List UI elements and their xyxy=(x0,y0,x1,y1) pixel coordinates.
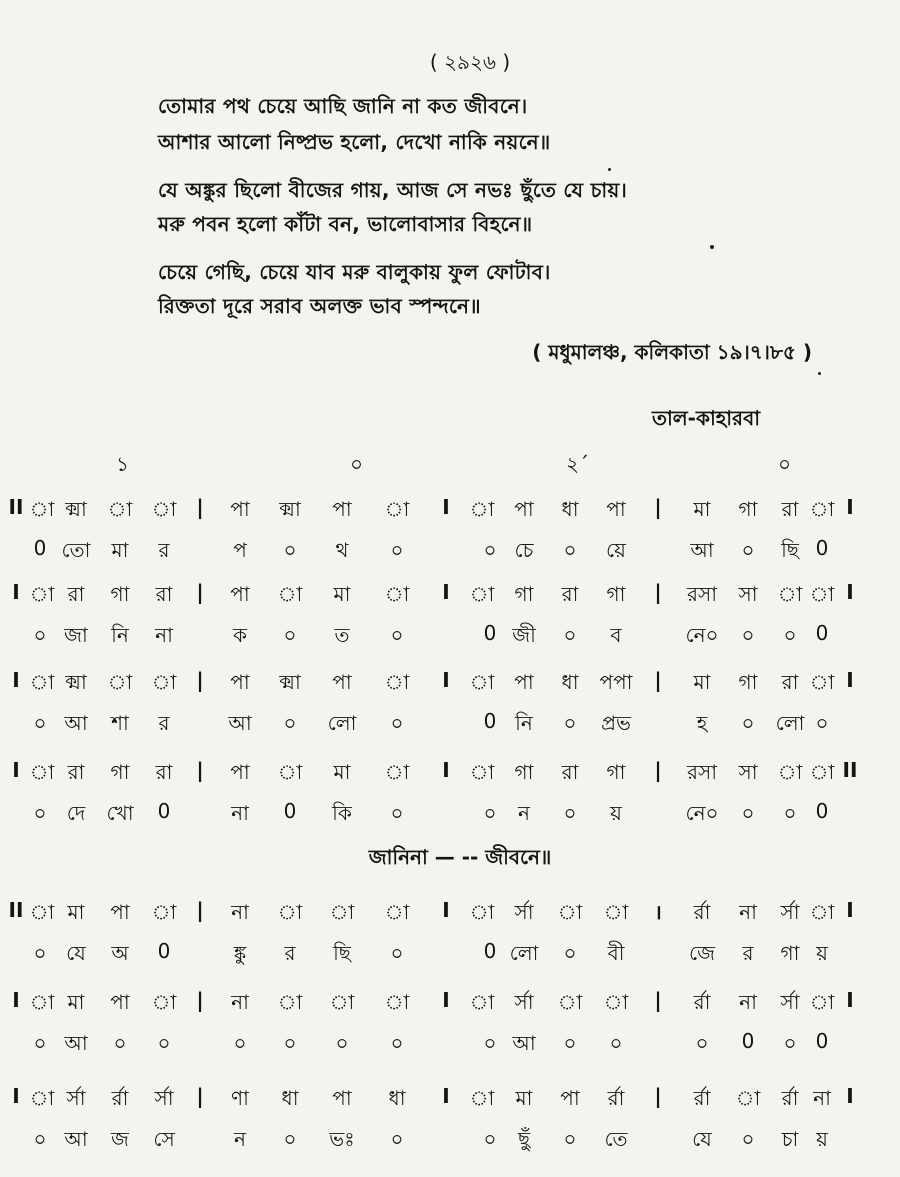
swara-note: ক্মা xyxy=(65,670,87,694)
lyric-syllable: ০ xyxy=(283,623,297,647)
lyric-syllable: যে xyxy=(692,1127,712,1151)
swara-note: পা xyxy=(514,670,534,694)
lyric-syllable: 0 xyxy=(283,799,297,823)
swara-note: র্রা xyxy=(693,990,711,1014)
swara-note: া xyxy=(384,760,410,784)
swara-note: া xyxy=(29,670,55,694)
lyric-syllable: শা xyxy=(111,711,129,735)
lyric-syllable: জী xyxy=(512,623,536,647)
lyric-line-5: চেয়ে গেছি, চেয়ে যাব মরু বালুকায় ফুল ফোটাব। xyxy=(158,260,551,284)
lyric-syllable: য় xyxy=(816,941,828,965)
lyric-syllable: ০ xyxy=(390,1031,404,1055)
lyric-syllable: য় xyxy=(816,1127,828,1151)
lyric-syllable: র xyxy=(742,941,754,965)
swara-note: | xyxy=(654,495,662,519)
lyric-syllable: ০ xyxy=(390,711,404,735)
swara-note: | xyxy=(654,1084,662,1108)
lyric-syllable: 0 xyxy=(157,939,171,963)
swara-note: I xyxy=(442,668,450,692)
swara-note: I xyxy=(846,898,854,922)
lyric-syllable: ০ xyxy=(390,941,404,965)
swara-note: া xyxy=(384,990,410,1014)
swara-note: পা xyxy=(110,990,130,1014)
lyric-syllable: প xyxy=(233,538,247,562)
swara-note: গা xyxy=(514,760,534,784)
swara-note: া xyxy=(277,900,303,924)
swara-note: মা xyxy=(67,900,85,924)
lyric-syllable: আ xyxy=(690,538,714,562)
lyric-syllable: য় xyxy=(610,801,622,825)
lyric-syllable: ০ xyxy=(741,1127,755,1151)
swara-note: পা xyxy=(560,1086,580,1110)
swara-note: I xyxy=(12,580,20,604)
swara-note: পা xyxy=(332,497,352,521)
lyric-syllable: ০ xyxy=(390,623,404,647)
beat-mark-1: ১ xyxy=(116,452,129,476)
swara-note: া xyxy=(809,760,835,784)
swara-note: া xyxy=(735,1086,761,1110)
swara-note: ক্মা xyxy=(65,497,87,521)
ink-smudge xyxy=(608,168,611,171)
swara-note: া xyxy=(469,497,495,521)
swara-note: া xyxy=(469,990,495,1014)
swara-note: া xyxy=(29,990,55,1014)
swara-note: র্সা xyxy=(514,900,534,924)
swara-note: া xyxy=(277,990,303,1014)
swara-note: না xyxy=(231,990,249,1014)
lyric-syllable: ০ xyxy=(283,538,297,562)
lyric-syllable: ০ xyxy=(483,1127,497,1151)
lyric-syllable: ০ xyxy=(390,801,404,825)
lyric-syllable: ঙ্কু xyxy=(233,941,247,965)
lyric-syllable: অ xyxy=(111,941,129,965)
swara-note: র্রা xyxy=(693,1086,711,1110)
swara-note: রা xyxy=(561,582,579,606)
lyric-syllable: য়ে xyxy=(606,538,626,562)
swara-note: মা xyxy=(693,497,711,521)
lyric-syllable: না xyxy=(231,801,249,825)
lyric-syllable: ত xyxy=(334,623,350,647)
swara-note: র্সা xyxy=(780,900,800,924)
swara-note: I xyxy=(442,988,450,1012)
swara-note: পা xyxy=(230,760,250,784)
lyric-syllable: ০ xyxy=(283,711,297,735)
beat-mark-2: ০ xyxy=(350,452,364,476)
swara-note: র্রা xyxy=(111,1086,129,1110)
swara-note: গা xyxy=(738,497,758,521)
swara-note: | xyxy=(196,495,204,519)
swara-note: রসা xyxy=(686,582,718,606)
lyric-syllable: ০ xyxy=(609,1031,623,1055)
swara-note: গা xyxy=(606,760,626,784)
swara-note: I xyxy=(442,580,450,604)
swara-note: I xyxy=(442,1084,450,1108)
lyric-syllable: ০ xyxy=(563,538,577,562)
swara-note: া xyxy=(29,1086,55,1110)
swara-note: া xyxy=(809,900,835,924)
swara-note: র্রা xyxy=(607,1086,625,1110)
tala-label: তাল-কাহারবা xyxy=(651,406,760,430)
swara-note: | xyxy=(196,580,204,604)
swara-note: পপা xyxy=(599,670,633,694)
lyric-syllable: 0 xyxy=(815,536,829,560)
swara-note: া xyxy=(277,760,303,784)
swara-note: | xyxy=(654,580,662,604)
lyric-syllable: ন xyxy=(518,801,530,825)
lyric-syllable: 0 xyxy=(815,799,829,823)
swara-note: া xyxy=(809,497,835,521)
lyric-syllable: আ xyxy=(228,711,252,735)
swara-note: I xyxy=(442,495,450,519)
swara-note: সা xyxy=(738,760,758,784)
lyric-syllable: চে xyxy=(514,538,534,562)
lyric-syllable: মা xyxy=(111,538,129,562)
lyric-syllable: 0 xyxy=(483,939,497,963)
swara-note: গা xyxy=(110,582,130,606)
lyric-syllable: খো xyxy=(106,801,134,825)
swara-note: া xyxy=(151,670,177,694)
swara-note: রা xyxy=(67,582,85,606)
swara-note: পা xyxy=(332,670,352,694)
swara-note: া xyxy=(277,582,303,606)
swara-note: মা xyxy=(515,1086,533,1110)
swara-note: া xyxy=(107,497,133,521)
lyric-syllable: লো xyxy=(509,941,539,965)
swara-note: রা xyxy=(155,760,173,784)
swara-note: না xyxy=(739,990,757,1014)
lyric-syllable: ছি xyxy=(781,538,799,562)
lyric-syllable: ০ xyxy=(157,1031,171,1055)
swara-note: | xyxy=(196,988,204,1012)
lyric-line-4: মরু পবন হলো কাঁটা বন, ভালোবাসার বিহনে॥ xyxy=(158,212,533,236)
lyric-syllable: জ xyxy=(111,1127,129,1151)
lyric-syllable: 0 xyxy=(815,1029,829,1053)
beat-mark-4: ০ xyxy=(778,452,792,476)
swara-note: রা xyxy=(781,497,799,521)
swara-note: গা xyxy=(738,670,758,694)
swara-note: I xyxy=(846,988,854,1012)
lyric-syllable: নি xyxy=(515,711,533,735)
lyric-syllable: 0 xyxy=(33,536,47,560)
lyric-syllable: আ xyxy=(512,1031,536,1055)
swara-note: II xyxy=(8,898,24,922)
lyric-syllable: ০ xyxy=(563,1031,577,1055)
lyric-syllable: ০ xyxy=(783,623,797,647)
swara-note: রা xyxy=(781,670,799,694)
swara-note: গা xyxy=(514,582,534,606)
lyric-syllable: ০ xyxy=(563,941,577,965)
swara-note: | xyxy=(654,988,662,1012)
lyric-syllable: ভঃ xyxy=(329,1127,355,1151)
lyric-syllable: ০ xyxy=(741,801,755,825)
lyric-syllable: থ xyxy=(335,538,349,562)
swara-note: া xyxy=(557,900,583,924)
lyric-syllable: ব xyxy=(610,623,622,647)
swara-note: I xyxy=(846,1084,854,1108)
swara-note: া xyxy=(329,900,355,924)
swara-note: া xyxy=(777,582,803,606)
swara-note: পা xyxy=(230,582,250,606)
lyric-syllable: ০ xyxy=(233,1031,247,1055)
swara-note: সা xyxy=(738,582,758,606)
lyric-syllable: লো xyxy=(327,711,357,735)
swara-note: না xyxy=(739,900,757,924)
lyric-syllable: ০ xyxy=(33,801,47,825)
swara-note: র্সা xyxy=(780,990,800,1014)
lyric-syllable: ০ xyxy=(33,941,47,965)
ink-smudge xyxy=(818,372,821,375)
swara-note: র্সা xyxy=(154,1086,174,1110)
lyric-syllable: ০ xyxy=(33,623,47,647)
lyric-syllable: ০ xyxy=(741,711,755,735)
lyric-syllable: র xyxy=(284,941,296,965)
swara-note: পা xyxy=(514,497,534,521)
swara-note: া xyxy=(809,990,835,1014)
swara-note: া xyxy=(151,900,177,924)
swara-note: রসা xyxy=(686,760,718,784)
ink-smudge xyxy=(710,245,714,249)
swara-note: I xyxy=(12,668,20,692)
swara-note: া xyxy=(469,760,495,784)
swara-note: া xyxy=(603,900,629,924)
lyric-syllable: ক xyxy=(233,623,247,647)
swara-note: রা xyxy=(155,582,173,606)
swara-note: I xyxy=(12,758,20,782)
lyric-syllable: আ xyxy=(64,1031,88,1055)
swara-note: া xyxy=(29,497,55,521)
swara-note: ধা xyxy=(388,1086,406,1110)
lyric-syllable: র xyxy=(158,711,170,735)
swara-note: া xyxy=(151,990,177,1014)
swara-note: | xyxy=(196,668,204,692)
swara-note: া xyxy=(151,497,177,521)
lyric-syllable: প্রভ xyxy=(601,711,631,735)
lyric-syllable: জে xyxy=(688,941,716,965)
swara-note: ক্মা xyxy=(279,497,301,521)
swara-note: না xyxy=(813,1086,831,1110)
swara-note: া xyxy=(603,990,629,1014)
lyric-syllable: ০ xyxy=(283,1031,297,1055)
lyric-syllable: তো xyxy=(61,538,91,562)
lyric-syllable: ০ xyxy=(815,711,829,735)
swara-note: রা xyxy=(67,760,85,784)
lyric-line-3: যে অঙ্কুর ছিলো বীজের গায়, আজ সে নভঃ ছুঁতে যে চায়। xyxy=(158,178,628,202)
swara-note: II xyxy=(842,758,858,782)
lyric-syllable: ০ xyxy=(563,623,577,647)
swara-note: র্রা xyxy=(693,900,711,924)
swara-note: I xyxy=(12,1084,20,1108)
lyric-syllable: গা xyxy=(780,941,800,965)
swara-note: গা xyxy=(606,582,626,606)
swara-note: | xyxy=(196,898,204,922)
swara-note: া xyxy=(29,900,55,924)
lyric-syllable: জা xyxy=(64,623,88,647)
swara-note: পা xyxy=(332,1086,352,1110)
lyric-syllable: সে xyxy=(153,1127,175,1151)
swara-note: া xyxy=(809,670,835,694)
swara-note: া xyxy=(107,670,133,694)
swara-note: II xyxy=(8,495,24,519)
lyric-syllable: নি xyxy=(111,623,129,647)
lyric-syllable: ০ xyxy=(483,801,497,825)
swara-note: মা xyxy=(693,670,711,694)
lyric-syllable: যে xyxy=(66,941,86,965)
swara-note: পা xyxy=(230,670,250,694)
lyric-syllable: ০ xyxy=(390,1127,404,1151)
swara-note: র্সা xyxy=(514,990,534,1014)
refrain-line: জানিনা — -- জীবনে॥ xyxy=(368,845,552,869)
swara-note: া xyxy=(809,582,835,606)
lyric-syllable: ০ xyxy=(563,711,577,735)
swara-note: পা xyxy=(110,900,130,924)
lyric-syllable: ছি xyxy=(333,941,351,965)
swara-note: | xyxy=(196,1084,204,1108)
lyric-syllable: আ xyxy=(64,711,88,735)
swara-note: I xyxy=(442,758,450,782)
lyric-syllable: ০ xyxy=(483,1031,497,1055)
lyric-syllable: কি xyxy=(332,801,352,825)
swara-note: মা xyxy=(67,990,85,1014)
swara-note: I xyxy=(846,668,854,692)
lyric-syllable: ছুঁ xyxy=(517,1127,531,1151)
swara-note: া xyxy=(557,990,583,1014)
lyric-syllable: তে xyxy=(604,1127,628,1151)
swara-note: | xyxy=(196,758,204,782)
source-citation: ( মধুমালঞ্চ, কলিকাতা ১৯।৭।৮৫ ) xyxy=(532,340,812,364)
lyric-syllable: ০ xyxy=(563,1127,577,1151)
lyric-syllable: ন xyxy=(234,1127,246,1151)
swara-note: ধা xyxy=(561,497,579,521)
lyric-syllable: ০ xyxy=(563,801,577,825)
swara-note: ধা xyxy=(561,670,579,694)
lyric-syllable: আ xyxy=(64,1127,88,1151)
swara-note: না xyxy=(231,900,249,924)
swara-note: ণা xyxy=(231,1086,249,1110)
lyric-line-1: তোমার পথ চেয়ে আছি জানি না কত জীবনে। xyxy=(158,94,528,118)
swara-note: র্রা xyxy=(781,1086,799,1110)
swara-note: I xyxy=(12,988,20,1012)
swara-note: পা xyxy=(230,497,250,521)
lyric-syllable: 0 xyxy=(483,621,497,645)
lyric-syllable: ০ xyxy=(113,1031,127,1055)
swara-note: | xyxy=(654,758,662,782)
swara-note: রা xyxy=(561,760,579,784)
swara-note: | xyxy=(654,668,662,692)
swara-note: I xyxy=(442,898,450,922)
lyric-syllable: 0 xyxy=(483,709,497,733)
song-number: ( ২৯২৬ ) xyxy=(429,50,511,74)
swara-note: া xyxy=(469,582,495,606)
lyric-syllable: বী xyxy=(607,941,625,965)
swara-note: ক্মা xyxy=(279,670,301,694)
lyric-syllable: দে xyxy=(66,801,86,825)
swara-note: I xyxy=(846,580,854,604)
swara-note: র্সা xyxy=(66,1086,86,1110)
lyric-syllable: ০ xyxy=(741,623,755,647)
swara-note: । xyxy=(654,900,662,924)
swara-note: মা xyxy=(333,582,351,606)
lyric-line-2: আশার আলো নিষ্প্রভ হলো, দেখো নাকি নয়নে॥ xyxy=(158,130,551,154)
lyric-line-6: রিক্ততা দূরে সরাব অলক্ত ভাব স্পন্দনে॥ xyxy=(158,294,481,318)
swara-note: পা xyxy=(606,497,626,521)
swara-note: া xyxy=(777,760,803,784)
swara-note: I xyxy=(846,495,854,519)
swara-note: া xyxy=(469,670,495,694)
swara-note: া xyxy=(329,990,355,1014)
lyric-syllable: 0 xyxy=(157,799,171,823)
swara-note: া xyxy=(469,1086,495,1110)
lyric-syllable: চা xyxy=(781,1127,799,1151)
lyric-syllable: ০ xyxy=(335,1031,349,1055)
lyric-syllable: ০ xyxy=(783,1031,797,1055)
swara-note: া xyxy=(384,900,410,924)
lyric-syllable: লো xyxy=(775,711,805,735)
swara-note: া xyxy=(29,582,55,606)
swara-note: মা xyxy=(333,760,351,784)
lyric-syllable: ০ xyxy=(33,1127,47,1151)
lyric-syllable: র xyxy=(158,538,170,562)
lyric-syllable: না xyxy=(155,623,173,647)
swara-note: া xyxy=(384,670,410,694)
lyric-syllable: ০ xyxy=(283,1127,297,1151)
swara-note: া xyxy=(384,582,410,606)
lyric-syllable: 0 xyxy=(815,621,829,645)
lyric-syllable: ০ xyxy=(783,801,797,825)
swara-note: া xyxy=(384,497,410,521)
lyric-syllable: ০ xyxy=(695,1031,709,1055)
swara-note: গা xyxy=(110,760,130,784)
swara-note: ধা xyxy=(281,1086,299,1110)
beat-mark-3: ২´ xyxy=(566,452,590,476)
lyric-syllable: ০ xyxy=(483,538,497,562)
lyric-syllable: নে০ xyxy=(685,801,719,825)
lyric-syllable: ০ xyxy=(33,711,47,735)
lyric-syllable: ০ xyxy=(390,538,404,562)
lyric-syllable: ০ xyxy=(741,538,755,562)
lyric-syllable: 0 xyxy=(741,1029,755,1053)
lyric-syllable: হ xyxy=(696,711,708,735)
swara-note: া xyxy=(469,900,495,924)
swara-note: া xyxy=(29,760,55,784)
lyric-syllable: ০ xyxy=(33,1031,47,1055)
lyric-syllable: নে০ xyxy=(685,623,719,647)
